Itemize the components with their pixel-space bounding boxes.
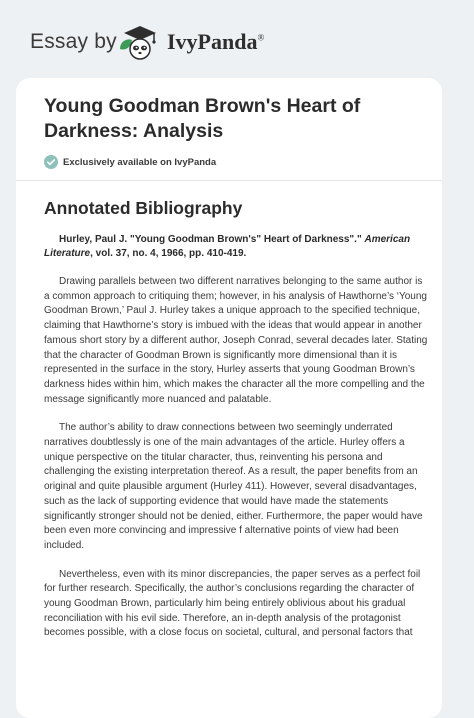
paragraph-2: The author’s ability to draw connections between two seemingly underrated narratives doubtlessly is one of the main advantages of the article. Hurley offers a unique perspective on the titular character, thus, reinventing his persona and challenging the existing interpretation thereof. As a result, the paper benefits from an original and quite plausible argument (Hurley 411). However, several disadvantages, such as the lack of supporting evidence that would have made the statements significantly stronger should not be denied, either. Furthermore, the paper would have been even more convincing and impressive f alternative points of view had been included. bbox=[44, 422, 423, 551]
divider bbox=[16, 180, 442, 181]
citation-journal: American Literature bbox=[44, 234, 411, 259]
document-card bbox=[16, 78, 442, 718]
check-badge-icon bbox=[44, 155, 58, 169]
availability-badge bbox=[44, 153, 428, 171]
site-header bbox=[0, 0, 474, 78]
paragraph-1: Drawing parallels between two different narratives belonging to the same author is a common approach to critiquing them; however, in his analysis of Hawthorne’s ‘Young Goodman Brown,’ Paul J. Hurley takes a unique approach to the specified technique, claiming that Hawthorne’s story is imbued with the ideas that would appear in another famous short story by a different author, Joseph Conrad, several decades later. Stating that the character of Goodman Brown is significantly more dimensional than it is represented in the surface in the story, Hurley asserts that young Goodman Brown’s darkness hides within him, which makes the character all the more compelling and the message significantly more nuanced and palatable. bbox=[44, 276, 428, 405]
section-heading: Annotated Bibliography bbox=[44, 198, 243, 218]
document-title: Young Goodman Brown's Heart of Darkness: Analysis bbox=[44, 95, 361, 142]
brand-name[interactable]: IvyPanda® bbox=[167, 29, 265, 54]
availability-text: Exclusively available on IvyPanda bbox=[63, 156, 217, 168]
paragraph-3: Nevertheless, even with its minor discrepancies, the paper serves as a perfect foil for further research. Specifically, the author’s conclusions regarding the character of young Goodman Brown, particularly him being entirely oblivious about his gradual reconciliation with his evil side. Therefore, an in-depth analysis of the protagonist becomes possible, with a close focus on societal, cultural, and personal factors that bbox=[44, 568, 421, 639]
panda-graduate-icon[interactable] bbox=[116, 22, 164, 62]
citation-authors-title: Hurley, Paul J. "Young Goodman Brown's" Heart of Darkness"." bbox=[59, 234, 362, 245]
document-content bbox=[44, 94, 428, 641]
essay-by-label: Essay by bbox=[30, 30, 117, 53]
citation-details: , vol. 37, no. 4, 1966, pp. 410-419. bbox=[90, 248, 247, 259]
citation bbox=[44, 233, 428, 261]
registered-mark: ® bbox=[257, 32, 265, 43]
